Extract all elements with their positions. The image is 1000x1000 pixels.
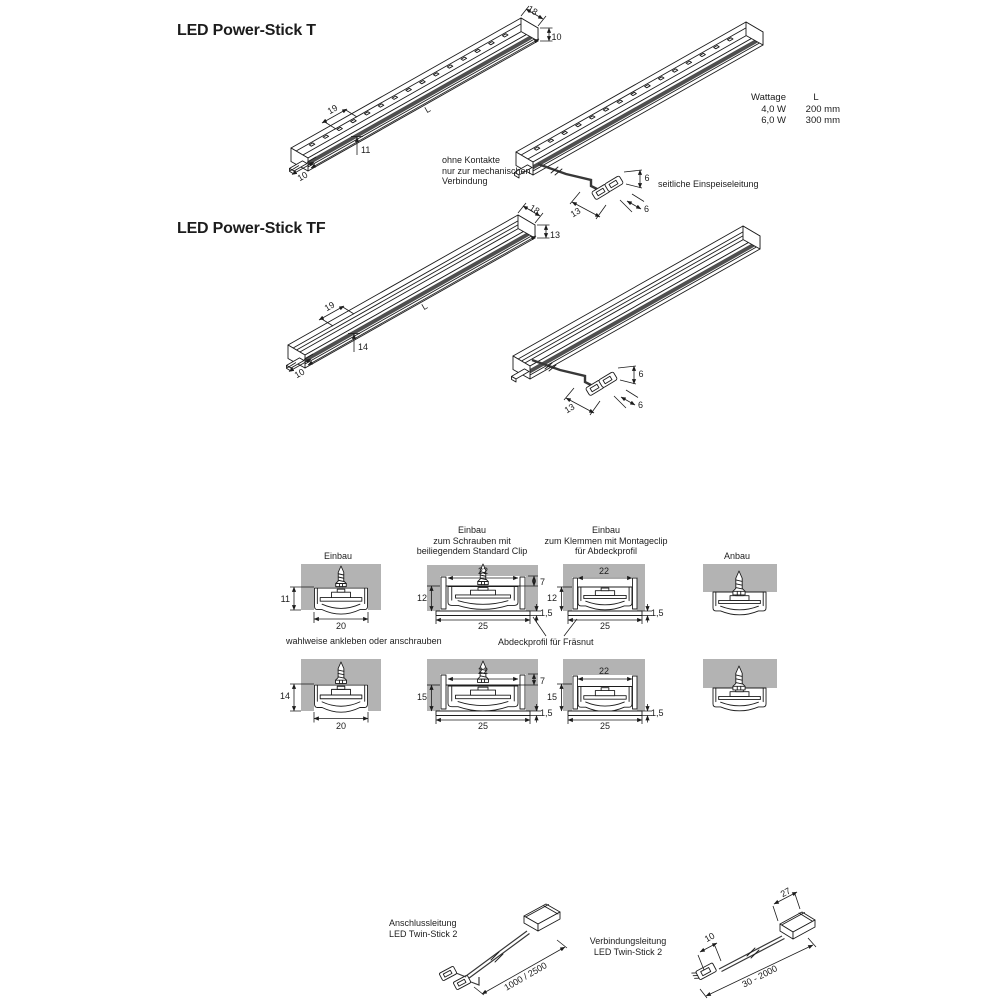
dim-mclip-t-cover-width: 25 [599, 621, 611, 631]
cover-strip [436, 611, 530, 616]
length-header: L [813, 92, 819, 103]
length-cell: 300 mm [805, 115, 840, 126]
page-title-stick-t: LED Power-Stick T [177, 22, 316, 39]
dim-t-bottom-width: 10 [295, 169, 310, 184]
plug [692, 962, 717, 982]
wattage-header: Wattage [750, 92, 786, 103]
cover-strip [436, 711, 530, 716]
note-side-feed: seitliche Einspeiseleitung [658, 179, 759, 189]
mounting-row-tf [280, 659, 777, 731]
dim-recess-tf-depth: 14 [279, 691, 290, 701]
length-cell: 200 mm [805, 103, 840, 115]
dim-recess-t-depth: 11 [280, 594, 290, 604]
dim-clip-t-cover-height: 1,5 [540, 608, 553, 618]
note-mechanical-connection: ohne Kontakte nur zur mechanischen Verbindung [442, 155, 531, 186]
profile-xsec [448, 686, 518, 711]
dim-mclip-t-depth: 12 [546, 593, 557, 603]
dim-t-body-height: 11 [361, 145, 371, 155]
header-einbau: Einbau [323, 551, 353, 561]
note-cover-profile: Abdeckprofil für Fräsnut [498, 637, 594, 647]
dim-mclip-tf-opening: 22 [598, 666, 610, 676]
stick-tf-body [287, 215, 536, 371]
dim-tf-bottom-width: 10 [292, 366, 307, 381]
header-anbau: Anbau [723, 551, 751, 561]
dim-feed-width-t: 6 [644, 204, 650, 214]
dim-feed-height-t: 6 [644, 173, 650, 183]
dim-tf-top-width: 19 [322, 299, 337, 314]
dim-mclip-tf-cover-width: 25 [599, 721, 611, 731]
dim-mclip-tf-depth: 15 [546, 692, 557, 702]
side-feed-cable-t [538, 164, 644, 219]
mounting-row-t [281, 564, 777, 631]
label-connector-lead: Verbindungsleitung LED Twin-Stick 2 [589, 936, 667, 957]
dim-t-end-width: 18 [525, 3, 540, 18]
stick-tf-body-2 [512, 226, 761, 382]
dim-mclip-tf-cover-height: 1,5 [651, 708, 664, 718]
plug [453, 975, 471, 990]
profile-xsec [448, 587, 518, 610]
note-glue-or-screw: wahlweise ankleben oder anschrauben [286, 636, 442, 646]
connector-lead-drawing [692, 886, 816, 998]
header-einbau-klemmen: Einbau zum Klemmen mit Montageclip für Abdeckprofil [544, 525, 668, 556]
header-einbau-schrauben: Einbau zum Schrauben mit beiliegendem Standard Clip [416, 525, 528, 556]
dim-t-height: 10 [551, 32, 562, 42]
wattage-table [744, 92, 840, 127]
cover-strip [568, 711, 642, 716]
dim-clip-tf-opening: 22 [477, 666, 489, 676]
cover-strip [568, 611, 642, 616]
dim-clip-tf-cover-height: 1,5 [540, 708, 553, 718]
dim-t-top-width: 19 [325, 102, 340, 117]
page-title-stick-tf: LED Power-Stick TF [177, 220, 326, 237]
plug [439, 966, 457, 981]
dim-connector-length: 30 - 2000 [740, 963, 779, 990]
dim-clip-tf-cover-width: 25 [477, 721, 489, 731]
dim-clip-t-cover-width: 25 [477, 621, 489, 631]
profile-xsec [578, 687, 632, 712]
dim-clip-tf-clipdepth: 7 [540, 676, 546, 686]
dim-clip-t-clipdepth: 7 [540, 577, 546, 587]
dim-feed-length-tf: 13 [562, 401, 577, 416]
dim-tf-height: 13 [550, 230, 561, 240]
dim-tf-length: L [419, 300, 430, 312]
dim-feed-width-tf: 6 [638, 400, 644, 410]
dim-recess-tf-width: 20 [335, 721, 347, 731]
dim-clip-t-depth: 12 [416, 593, 427, 603]
dim-mclip-t-cover-height: 1,5 [651, 608, 664, 618]
profile-xsec [578, 587, 632, 610]
stick-t-body [290, 18, 539, 174]
profile-xsec [315, 588, 368, 614]
dim-clip-tf-depth: 15 [416, 692, 427, 702]
stick-t-body-2 [515, 22, 764, 178]
wattage-cell: 4,0 W [761, 103, 786, 115]
stick-tf-right-drawing [512, 226, 761, 415]
dim-feed-length-t: 13 [568, 205, 583, 220]
supply-lead-drawing [439, 904, 567, 995]
label-supply-lead: Anschlussleitung LED Twin-Stick 2 [389, 918, 458, 939]
profile-xsec [713, 592, 766, 615]
stick-t-right-drawing [515, 22, 764, 219]
dim-feed-height-tf: 6 [638, 369, 644, 379]
dim-connector-plug-width: 10 [702, 930, 717, 945]
dim-tf-end-width: 18 [527, 202, 542, 217]
profile-xsec [315, 685, 368, 712]
profile-xsec [713, 688, 766, 711]
dim-t-length: L [422, 103, 433, 115]
wattage-cell: 6,0 W [761, 115, 786, 126]
dim-supply-length: 1000 / 2500 [502, 960, 549, 993]
dim-tf-body-height: 14 [358, 342, 369, 352]
dim-clip-t-opening: 22 [477, 566, 489, 576]
dim-mclip-t-opening: 22 [598, 566, 610, 576]
dim-connector-housing-width: 27 [778, 885, 793, 900]
dim-recess-t-width: 20 [335, 621, 347, 631]
